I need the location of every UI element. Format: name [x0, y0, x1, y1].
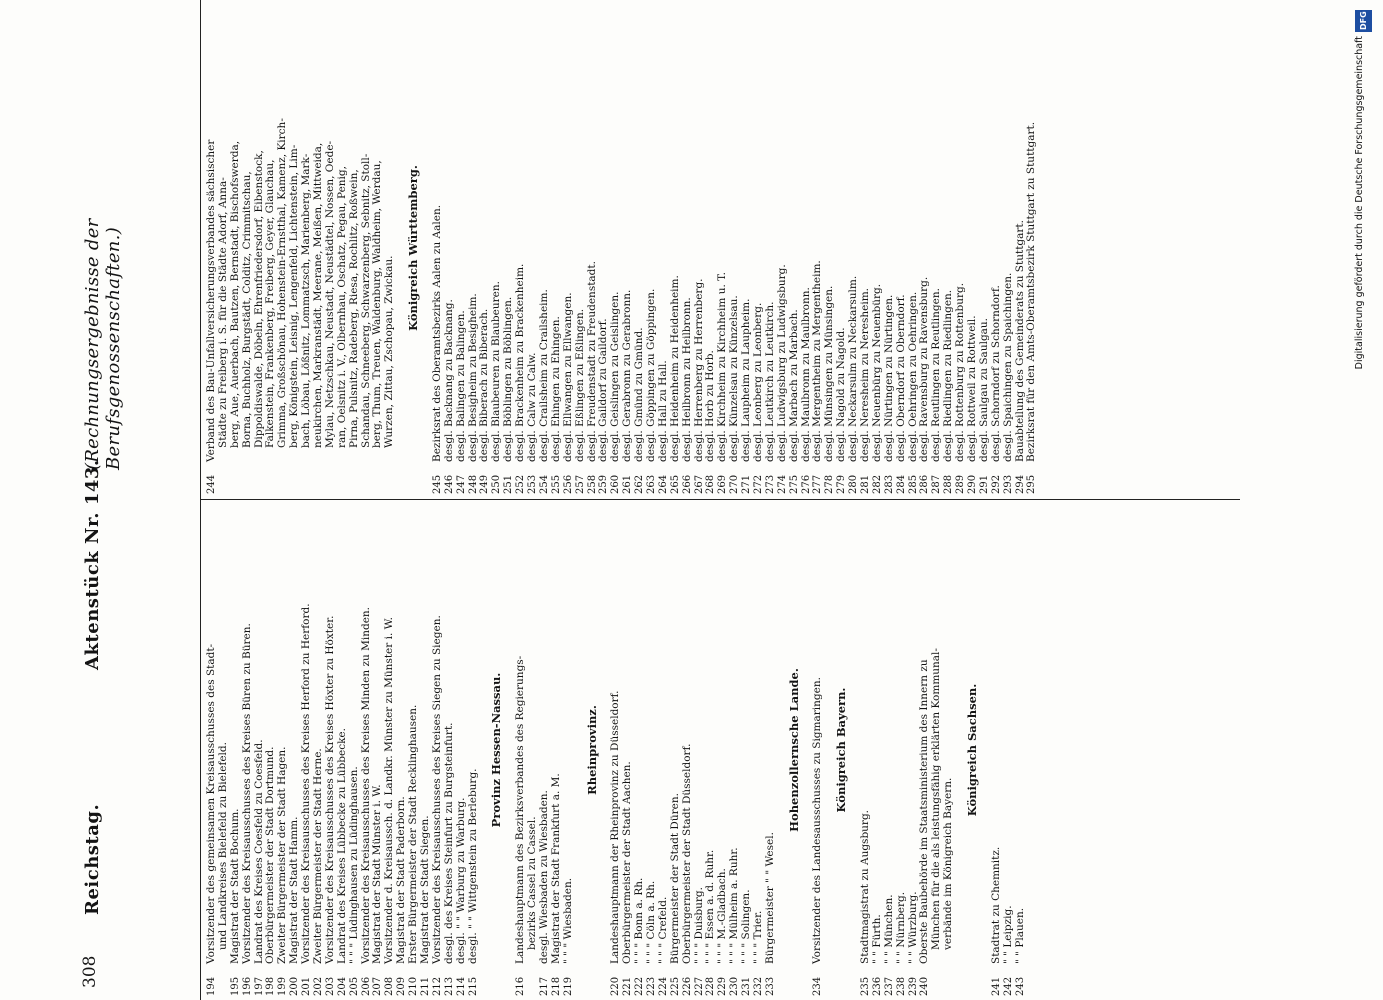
entry-text: desgl. Brackenheim zu Brackenheim.: [514, 263, 527, 462]
section-heading-text: Hohenzollernsche Lande.: [786, 668, 801, 832]
entry-text: desgl. Horb zu Horb.: [704, 350, 717, 462]
entry-text: desgl. Freudenstadt zu Freudenstadt.: [585, 261, 598, 462]
page-number: 308: [80, 955, 100, 988]
entry-number: 226: [681, 976, 693, 996]
entry-number: 287: [931, 474, 943, 494]
entry-number: 217: [538, 976, 550, 996]
entry-text: Zweiter Bürgermeister der Stadt Hagen.: [276, 746, 289, 964]
entry-number: 251: [503, 474, 515, 494]
entry-number: 231: [741, 976, 753, 996]
entry-text: desgl. Neuenbürg zu Neuenbürg.: [870, 283, 883, 462]
entry-text: desgl. Crailsheim zu Crailsheim.: [537, 289, 550, 462]
entry-text: desgl. Reutlingen zu Reutlingen.: [930, 288, 943, 462]
list-entry: [872, 500, 884, 1000]
entry-number: 270: [729, 474, 741, 494]
entry-number: 249: [479, 474, 491, 494]
entry-text: " " Leipzig.: [1001, 905, 1014, 964]
entry-text: Bürgermeister der Stadt Düren.: [668, 793, 681, 964]
entry-number: 197: [253, 976, 265, 996]
entry-number: 209: [396, 976, 408, 996]
section-heading-text: Provinz Hessen-Nassau.: [489, 672, 504, 828]
entry-text: " " " Bonn a. Rh.: [633, 877, 646, 964]
entry-number: 212: [431, 976, 443, 996]
entry-text: Stadtmagistrat zu Augsburg.: [858, 809, 871, 964]
entry-number: 233: [764, 976, 776, 996]
entry-number: 292: [990, 474, 1002, 494]
entry-text: desgl. Balingen zu Balingen.: [454, 310, 467, 462]
list-entry: [884, 500, 896, 1000]
list-entry: [444, 0, 456, 498]
entry-number: 264: [657, 474, 669, 494]
entry-text: Bezirksrat des Oberamtsbezirks Aalen zu Aalen.: [430, 204, 443, 462]
entry-number: 195: [229, 976, 241, 996]
entry-text: desgl. Leonberg zu Leonberg.: [751, 302, 764, 462]
entry-text: Vorsitzender des Landesausschusses zu Sigmaringen.: [811, 677, 824, 964]
entry-text: Bezirksrat für den Amts-Oberamtsbezirk Stuttgart zu Stuttgart.: [1025, 121, 1038, 462]
list-entry: [896, 500, 908, 1000]
list-entry: [1003, 500, 1015, 1000]
entry-text: Wurzen, Zittau, Zschopau, Zwickau.: [383, 255, 396, 448]
entry-number: 265: [669, 474, 681, 494]
digitization-credit: Digitalisierung gefördert durch die Deutsche Forschungsgemeinschaft: [1354, 36, 1365, 370]
section-heading: [408, 0, 420, 498]
list-entry: [943, 500, 955, 1000]
entry-number: 275: [788, 474, 800, 494]
list-entry: [777, 0, 789, 498]
entry-number: 289: [955, 474, 967, 494]
entry-number: 237: [883, 976, 895, 996]
list-entry: [325, 0, 337, 498]
entry-text: Vorsitzender des Kreisausschusses des Kreises Büren zu Büren.: [240, 623, 253, 964]
list-entry: [884, 0, 896, 498]
page-header: [60, 0, 124, 1000]
left-column: [206, 500, 1026, 1000]
section-title: (Rechnungsergebnisse der Berufsgenossenschaften.): [82, 218, 124, 470]
entry-text: Magistrat der Stadt Bochum.: [228, 808, 241, 964]
entry-text: Landeshauptmann der Rheinprovinz zu Düsseldorf.: [609, 690, 622, 964]
list-entry: [1015, 500, 1027, 1000]
entry-text: desgl. Backnang zu Backnang.: [442, 299, 455, 462]
entry-text: desgl. Laupheim zu Laupheim.: [740, 298, 753, 462]
entry-number: 228: [705, 976, 717, 996]
entry-number: 276: [800, 474, 812, 494]
entry-text: Magistrat der Stadt Paderborn.: [395, 796, 408, 964]
entry-number: 221: [622, 976, 634, 996]
entry-number: 295: [1026, 474, 1038, 494]
entry-number: 198: [265, 976, 277, 996]
entry-number: 280: [848, 474, 860, 494]
entry-number: 230: [729, 976, 741, 996]
entry-text: desgl. Nagold zu Nagold.: [835, 327, 848, 462]
entry-number: 235: [859, 976, 871, 996]
entry-number: 200: [289, 976, 301, 996]
entry-text: desgl. Kirchheim zu Kirchheim u. T.: [716, 272, 729, 462]
right-column: [206, 0, 1038, 498]
spacer: [979, 500, 991, 1000]
entry-number: 263: [645, 474, 657, 494]
entry-number: 229: [717, 976, 729, 996]
entry-number: 199: [277, 976, 289, 996]
entry-text: ran, Oelsnitz i. V., Olbernhau, Oschatz, Pegau, Penig,: [335, 166, 348, 448]
list-entry: [682, 0, 694, 498]
entry-number: 269: [717, 474, 729, 494]
entry-number: 288: [943, 474, 955, 494]
entry-number: 262: [634, 474, 646, 494]
entry-number: 239: [907, 976, 919, 996]
list-entry: [896, 0, 908, 498]
entry-number: 255: [550, 474, 562, 494]
entry-number: 213: [443, 976, 455, 996]
entry-number: 224: [657, 976, 669, 996]
entry-number: 261: [622, 474, 634, 494]
entry-text: desgl. Ravensburg zu Ravensburg.: [918, 276, 931, 462]
entry-text: desgl. Maulbronn zu Maulbronn.: [799, 287, 812, 462]
list-entry: [468, 500, 480, 1000]
header-rule: [200, 0, 201, 1000]
entry-text: " " Würzburg.: [906, 891, 919, 964]
entry-text: Oberbürgermeister der Stadt Dortmund.: [264, 746, 277, 964]
list-entry: [789, 0, 801, 498]
list-entry: [551, 500, 563, 1000]
entry-text: desgl. Marbach zu Marbach.: [787, 309, 800, 462]
entry-text: desgl. Ehingen zu Ehingen.: [549, 316, 562, 462]
entry-text: " " " Mülheim a. Ruhr.: [728, 847, 741, 964]
entry-text: verbände im Königreich Bayern.: [942, 777, 955, 950]
entry-text: Vorsitzender des Kreisausschusses des Kreises Höxter zu Höxter.: [323, 615, 336, 964]
entry-text: berg, Königstein, Leisnig, Lengenfeld, Lichtenstein, Lim-: [288, 144, 301, 448]
entry-number: 242: [1002, 976, 1014, 996]
entry-number: 260: [610, 474, 622, 494]
entry-text: Grimma, Großschönau, Hohenstein-Ernstthal, Kamenz, Kirch-: [276, 118, 289, 448]
entry-number: 205: [348, 976, 360, 996]
entry-text: Stadtrat zu Chemnitz.: [989, 846, 1002, 964]
entry-number: 232: [752, 976, 764, 996]
entry-text: bach, Löbau, Lößnitz, Lommatzsch, Marienberg, Mark-: [300, 153, 313, 448]
entry-text: desgl. Oberndorf zu Oberndorf.: [894, 294, 907, 462]
entry-number: 206: [360, 976, 372, 996]
list-entry: [575, 0, 587, 498]
entry-text: desgl. Gerabronn zu Gerabronn.: [621, 289, 634, 462]
entry-text: desgl. Künzelsau zu Künzelsau.: [728, 295, 741, 462]
entry-text: desgl. Wiesbaden zu Wiesbaden.: [537, 790, 550, 964]
list-entry: [872, 0, 884, 498]
entry-number: 253: [527, 474, 539, 494]
entry-number: 271: [741, 474, 753, 494]
entry-text: Magistrat der Stadt Hamm.: [288, 816, 301, 964]
entry-text: Mylau, Netzschkau, Neustadt, Neustädtel, Nossen, Oede-: [323, 140, 336, 448]
list-entry: [563, 500, 575, 1000]
list-entry: [658, 0, 670, 498]
list-entry: [670, 500, 682, 1000]
entry-text: Vorsitzender des gemeinsamen Kreisausschusses des Stadt-: [205, 643, 217, 964]
entry-text: desgl. Riedlingen zu Riedlingen.: [942, 289, 955, 462]
list-entry: [349, 0, 361, 498]
entry-text: " " " Cöln a. Rh.: [644, 880, 657, 964]
list-entry: [670, 0, 682, 498]
entry-number: 220: [610, 976, 622, 996]
entry-number: 281: [859, 474, 871, 494]
entry-number: 207: [372, 976, 384, 996]
entry-text: neukirchen, Markranstädt, Meerane, Meißen, Mittweida,: [312, 142, 325, 448]
entry-text: Dippoldiswalde, Döbeln, Ehrenfriedersdorf, Eibenstock,: [252, 150, 265, 448]
entry-text: desgl. Rottweil zu Rottweil.: [966, 315, 978, 462]
list-entry: [218, 500, 230, 1000]
entry-number: 215: [467, 976, 479, 996]
entry-text: Schandau, Schneeberg, Schwarzenberg, Sebnitz, Stoll-: [359, 153, 372, 448]
list-entry: [991, 500, 1003, 1000]
entry-number: 290: [967, 474, 978, 494]
section-heading-text: Königreich Sachsen.: [965, 683, 979, 817]
list-entry: [337, 500, 349, 1000]
entry-text: desgl. Biberach zu Biberach.: [478, 308, 491, 462]
section-heading: [491, 500, 503, 1000]
entry-number: 243: [1014, 976, 1026, 996]
list-entry: [658, 500, 670, 1000]
entry-number: 240: [919, 976, 931, 996]
list-entry: [218, 0, 230, 498]
entry-text: Erster Bürgermeister der Stadt Recklinghausen.: [407, 704, 420, 964]
entry-text: desgl. Neresheim zu Neresheim.: [858, 287, 871, 462]
entry-text: " " " Crefeld.: [656, 896, 669, 964]
entry-number: 204: [336, 976, 348, 996]
section-heading: [786, 500, 801, 1000]
entry-number: 277: [812, 474, 824, 494]
entry-text: desgl. des Kreises Steinfurt zu Burgsteinfurt.: [442, 722, 455, 964]
dfg-logo: DFG: [1355, 10, 1372, 32]
list-entry: [230, 0, 242, 498]
list-entry: [242, 500, 254, 1000]
entry-text: " " Plauen.: [1013, 907, 1026, 964]
running-title: Reichstag.: [82, 803, 103, 915]
entry-text: Verband des Bau-Unfallversicherungsverbandes sächsischer: [205, 139, 217, 462]
entry-text: Landrat des Kreises Lübbecke zu Lübbecke.: [335, 728, 348, 964]
entry-number: 210: [408, 976, 420, 996]
entry-number: 291: [978, 474, 990, 494]
entry-text: desgl. Eßlingen zu Eßlingen.: [573, 308, 586, 462]
entry-text: berg, Aue, Auerbach, Bautzen, Bernstadt, Bischofswerda,: [228, 140, 241, 448]
entry-text: desgl. Calw zu Calw.: [526, 352, 539, 462]
entry-text: " " " Lüdinghausen zu Lüdinghausen.: [347, 766, 360, 964]
entry-text: desgl. Ludwigsburg zu Ludwigsburg.: [775, 264, 788, 462]
section-heading: [836, 500, 848, 1000]
entry-text: desgl. " " Wittgenstein zu Berleburg.: [466, 768, 479, 964]
entry-number: 294: [1014, 474, 1026, 494]
entry-text: Vorsitzender des Kreisausschusses des Kreises Herford zu Herford.: [300, 603, 313, 964]
entry-text: desgl. " " Warburg zu Warburg.: [454, 797, 467, 964]
entry-text: " " " Essen a. d. Ruhr.: [704, 849, 717, 964]
entry-text: desgl. Nürtingen zu Nürtingen.: [882, 294, 895, 462]
entry-number: 196: [241, 976, 253, 996]
entry-number: 266: [681, 474, 693, 494]
entry-number: 208: [384, 976, 396, 996]
entry-text: Falkenstein, Frankenberg, Freiberg, Geyer, Glauchau,: [264, 159, 277, 448]
entry-number: 234: [812, 976, 824, 996]
list-entry: [242, 0, 254, 498]
entry-text: Landeshauptmann des Bezirksverbandes des Regierungs-: [514, 655, 527, 964]
entry-text: Städte zu Freiberg i. S. für die Städte Adorf, Anna-: [216, 177, 229, 448]
entry-text: desgl. Saulgau zu Saulgau.: [977, 317, 990, 462]
list-entry: [812, 500, 824, 1000]
entry-number: 244: [206, 474, 217, 494]
list-entry: [1026, 0, 1038, 498]
entry-text: Magistrat der Stadt Frankfurt a. M.: [549, 773, 562, 964]
list-entry: [551, 0, 563, 498]
entry-text: desgl. Geislingen zu Geislingen.: [609, 291, 622, 462]
entry-text: Bauabteilung des Gemeinderats zu Stuttgart.: [1013, 220, 1026, 462]
list-entry: [337, 0, 349, 498]
entry-text: desgl. Gmünd zu Gmünd.: [633, 327, 646, 462]
list-entry: [456, 0, 468, 498]
entry-text: Vorsitzender d. Kreisaussch. d. Landkr. Münster zu Münster i. W.: [383, 617, 396, 964]
entry-text: bezirks Cassel zu Cassel.: [526, 816, 539, 950]
entry-text: " " Nürnberg.: [894, 891, 907, 964]
entry-number: 223: [645, 976, 657, 996]
entry-text: Vorsitzender des Kreisausschusses des Kreises Minden zu Minden.: [359, 606, 372, 964]
entry-text: desgl. Heidenheim zu Heidenheim.: [668, 275, 681, 462]
entry-text: Zweiter Bürgermeister der Stadt Herne.: [312, 748, 325, 964]
entry-number: 216: [515, 976, 527, 996]
entry-number: 284: [895, 474, 907, 494]
entry-text: desgl. Mergentheim zu Mergentheim.: [811, 260, 824, 462]
entry-text: " " " Duisburg.: [692, 887, 705, 964]
entry-text: Landrat des Kreises Coesfeld zu Coesfeld.: [252, 739, 265, 964]
list-entry: [349, 500, 361, 1000]
entry-number: 194: [206, 976, 217, 996]
list-entry: [444, 500, 456, 1000]
entry-text: desgl. Herrenberg zu Herrenberg.: [692, 278, 705, 462]
section-heading-text: Rheinprovinz.: [584, 705, 599, 795]
entry-text: desgl. Spaichingen zu Spaichingen.: [1001, 272, 1014, 462]
entry-number: 248: [467, 474, 479, 494]
entry-number: 218: [550, 976, 562, 996]
entry-text: " " München.: [882, 894, 895, 964]
entry-number: 282: [871, 474, 883, 494]
entry-text: desgl. Rottenburg zu Rottenburg.: [954, 282, 967, 462]
list-entry: [456, 500, 468, 1000]
entry-number: 246: [443, 474, 455, 494]
entry-text: desgl. Leutkirch zu Leutkirch.: [763, 301, 776, 462]
entry-number: 238: [895, 976, 907, 996]
entry-number: 241: [990, 976, 1002, 996]
entry-number: 283: [883, 474, 895, 494]
entry-text: Oberbürgermeister der Stadt Aachen.: [621, 761, 634, 964]
section-heading-text: Königreich Bayern.: [834, 687, 849, 813]
entry-text: " " " Trier.: [751, 910, 764, 964]
act-label: Aktenstück Nr. 143.: [82, 459, 103, 670]
entry-number: 245: [431, 474, 443, 494]
entry-text: desgl. Münsingen zu Münsingen.: [823, 285, 836, 462]
digitization-sidebar: [1352, 0, 1383, 1000]
entry-number: 254: [538, 474, 550, 494]
entry-number: 293: [1002, 474, 1014, 494]
rotated-scan-content: [60, 0, 1240, 1000]
entry-number: 257: [574, 474, 586, 494]
entry-number: 272: [752, 474, 764, 494]
entry-text: desgl. Böblingen zu Böblingen.: [502, 296, 515, 462]
entry-text: desgl. Besigheim zu Besigheim.: [466, 293, 479, 462]
list-entry: [991, 0, 1003, 498]
entry-text: Oberste Baubehörde im Staatsministerium des Innern zu: [918, 659, 931, 964]
entry-number: 259: [598, 474, 610, 494]
entry-number: 225: [669, 976, 681, 996]
entry-number: 211: [420, 976, 432, 996]
list-entry: [325, 500, 337, 1000]
entry-text: und Landkreises Bielefeld zu Bielefeld.: [216, 742, 229, 950]
entry-text: desgl. Göppingen zu Göppingen.: [644, 288, 657, 462]
entry-text: desgl. Ellwangen zu Ellwangen.: [561, 292, 574, 462]
entry-number: 247: [455, 474, 467, 494]
entry-number: 278: [824, 474, 836, 494]
list-entry: [979, 0, 991, 498]
section-heading: [584, 500, 599, 1000]
entry-text: Magistrat der Stadt Siegen.: [419, 815, 432, 964]
list-entry: [563, 0, 575, 498]
entry-number: 273: [764, 474, 776, 494]
entry-number: 219: [562, 976, 574, 996]
entry-number: 214: [455, 976, 467, 996]
entry-number: 236: [871, 976, 883, 996]
entry-text: Oberbürgermeister der Stadt Düsseldorf.: [680, 743, 693, 964]
entry-number: 258: [586, 474, 598, 494]
entry-number: 256: [562, 474, 574, 494]
entry-text: desgl. Gaildorf zu Gaildorf.: [597, 318, 610, 462]
entry-number: 268: [705, 474, 717, 494]
entry-text: Pirna, Pulsnitz, Radeberg, Riesa, Rochlitz, Roßwein,: [347, 169, 360, 448]
entry-text: desgl. Hall zu Hall.: [656, 360, 669, 462]
entry-text: Borna, Buchholz, Burgstädt, Colditz, Crimmitschau,: [240, 171, 253, 448]
entry-number: 274: [776, 474, 788, 494]
list-entry: [1003, 0, 1015, 498]
list-entry: [765, 0, 777, 498]
list-entry: [230, 500, 242, 1000]
entry-number: 222: [634, 976, 646, 996]
entry-number: 227: [693, 976, 705, 996]
entry-number: 279: [836, 474, 848, 494]
entry-text: München für die als leistungsfähig erklärten Kommunal-: [930, 648, 943, 950]
section-heading: [967, 500, 979, 1000]
entry-number: 267: [693, 474, 705, 494]
entry-number: 250: [491, 474, 503, 494]
entry-text: Magistrat der Stadt Münster i. W.: [371, 784, 384, 964]
entry-text: Bürgermeister " " Wesel.: [763, 832, 776, 964]
entry-number: 201: [301, 976, 313, 996]
entry-text: desgl. Oehringen zu Oehringen.: [906, 291, 919, 462]
entry-number: 203: [324, 976, 336, 996]
section-heading-text: Königreich Württemberg.: [406, 165, 421, 331]
entry-number: 286: [919, 474, 931, 494]
entry-text: " " " Solingen.: [740, 889, 753, 964]
list-entry: [765, 500, 777, 1000]
entry-text: berg, Thum, Treuen, Waldenburg, Waldheim, Werdau,: [371, 160, 384, 448]
entry-text: " " " M.-Gladbach.: [716, 868, 729, 964]
entry-text: Vorsitzender des Kreisausschusses des Kreises Siegen zu Siegen.: [430, 615, 443, 964]
entry-number: 285: [907, 474, 919, 494]
entry-text: " " " Wiesbaden.: [561, 877, 574, 964]
list-entry: [384, 0, 396, 498]
entry-number: 202: [313, 976, 325, 996]
list-entry: [682, 500, 694, 1000]
entry-text: " " Fürth.: [870, 914, 883, 964]
entry-text: desgl. Blaubeuren zu Blaubeuren.: [490, 281, 503, 462]
entry-text: desgl. Heilbronn zu Heilbronn.: [680, 297, 693, 462]
entry-text: desgl. Neckarsulm zu Neckarsulm.: [847, 275, 860, 462]
entry-number: 252: [515, 474, 527, 494]
entry-text: desgl. Schorndorf zu Schorndorf.: [989, 285, 1002, 462]
